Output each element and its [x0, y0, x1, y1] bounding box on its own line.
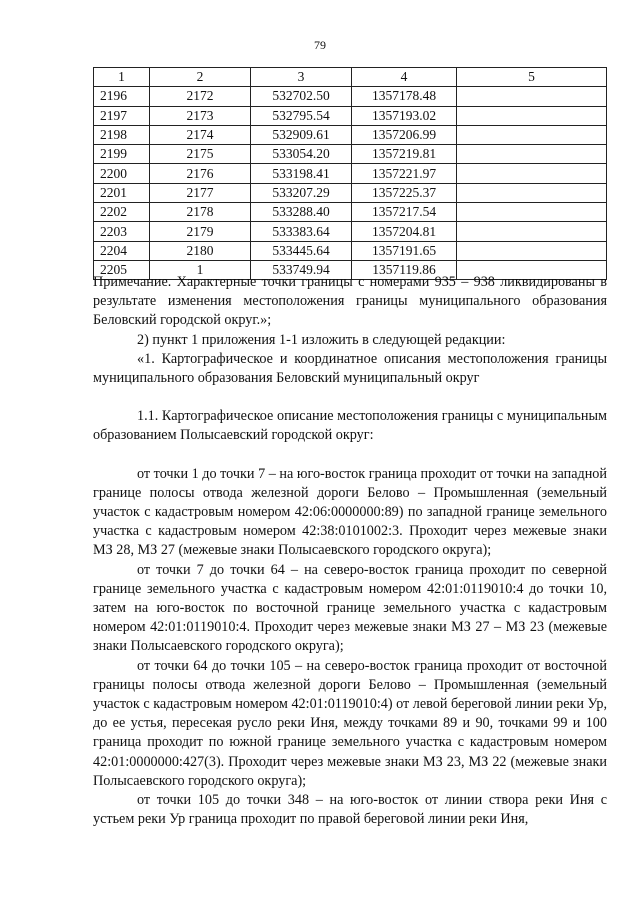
table-cell: 533207.29: [251, 183, 352, 202]
table-row: [94, 145, 607, 164]
table-cell: 533054.20: [251, 145, 352, 164]
column-header: 3: [251, 68, 352, 87]
table-cell: 1357191.65: [352, 241, 457, 260]
table-cell: 533288.40: [251, 203, 352, 222]
table-cell: 2198: [94, 125, 150, 144]
note-paragraph: Примечание. Характерные точки границы с номерами 935 – 938 ликвидированы в результате изменения местоположения границы муниципального образования Беловский городской округ.»;: [93, 274, 607, 329]
table-cell: [457, 164, 607, 183]
table-row: [94, 222, 607, 241]
table-cell: 1357204.81: [352, 222, 457, 241]
page-number: 79: [314, 38, 326, 52]
table-row: [94, 87, 607, 106]
amendment-item-2: 2) пункт 1 приложения 1-1 изложить в следующей редакции:: [137, 331, 506, 348]
table-cell: 532795.54: [251, 106, 352, 125]
section-heading: «1. Картографическое и координатное описания местоположения границы муниципального образования Беловский муниципальный округ: [93, 350, 607, 387]
table-cell: 2174: [150, 125, 251, 144]
table-cell: 2201: [94, 183, 150, 202]
table-cell: 2199: [94, 145, 150, 164]
table-cell: 2172: [150, 87, 251, 106]
column-header: 4: [352, 68, 457, 87]
boundary-segment-paragraph: от точки 105 до точки 348 – на юго-восток от линии створа реки Иня с устьем реки Ур граница проходит по правой береговой линии реки Иня,: [93, 792, 607, 828]
table-cell: 2204: [94, 241, 150, 260]
table-cell: 1357217.54: [352, 203, 457, 222]
table-cell: 1357119.86: [352, 260, 457, 279]
subsection-1-1: 1.1. Картографическое описание местоположения границы с муниципальным образованием Полысаевский городской округ:: [93, 408, 607, 444]
table-cell: 2173: [150, 106, 251, 125]
table-cell: 2176: [150, 164, 251, 183]
table-cell: 1357193.02: [352, 106, 457, 125]
boundary-segment-paragraph: от точки 1 до точки 7 – на юго-восток граница проходит от точки на западной границе полосы отвода железной дороги Белово – Промышленная (земельный участок с кадастровым номером 42:06:0000000:89) по западной границе земельного участка с кадастровым номером 42:38:0101002:3. Проходит через межевые знаки МЗ 28, МЗ 27 (межевые знаки Полысаевского городского округа);: [93, 465, 607, 559]
boundary-segment-paragraph: от точки 7 до точки 64 – на северо-восток граница проходит по северной границе земельного участка с кадастровым номером 42:01:0119010:4 до точки 10, затем на юго-восток по восточной границе земельного участка с кадастровым номером 42:01:0119010:4. Проходит через межевые знаки МЗ 27 – МЗ 23 (межевые знаки Полысаевского городского округа);: [93, 561, 607, 655]
table-cell: 532702.50: [251, 87, 352, 106]
coordinates-table: [93, 67, 607, 280]
table-body: [94, 87, 607, 280]
table-cell: [457, 106, 607, 125]
table-cell: 1357225.37: [352, 183, 457, 202]
table-cell: 532909.61: [251, 125, 352, 144]
table-cell: [457, 222, 607, 241]
column-header: 5: [457, 68, 607, 87]
table-cell: [457, 203, 607, 222]
table-cell: 2202: [94, 203, 150, 222]
table-row: [94, 203, 607, 222]
table-row: [94, 106, 607, 125]
table-cell: 1357221.97: [352, 164, 457, 183]
table-cell: 1357206.99: [352, 125, 457, 144]
table-cell: [457, 183, 607, 202]
table-cell: 2196: [94, 87, 150, 106]
table-cell: 2177: [150, 183, 251, 202]
table-cell: 2203: [94, 222, 150, 241]
table-cell: 2200: [94, 164, 150, 183]
table-cell: 1: [150, 260, 251, 279]
table-cell: [457, 145, 607, 164]
table-row: [94, 241, 607, 260]
table-cell: 533383.64: [251, 222, 352, 241]
table-cell: 533445.64: [251, 241, 352, 260]
table-row: [94, 183, 607, 202]
table-cell: 2175: [150, 145, 251, 164]
table-cell: 2178: [150, 203, 251, 222]
table-cell: 2180: [150, 241, 251, 260]
table-cell: [457, 241, 607, 260]
table-row: [94, 125, 607, 144]
table-row: [94, 164, 607, 183]
table-cell: 1357219.81: [352, 145, 457, 164]
table-cell: 533198.41: [251, 164, 352, 183]
table-cell: [457, 125, 607, 144]
body-text: [93, 273, 607, 829]
table-cell: 533749.94: [251, 260, 352, 279]
table-cell: 2205: [94, 260, 150, 279]
column-header: 2: [150, 68, 251, 87]
table-cell: 2179: [150, 222, 251, 241]
boundary-segment-paragraph: от точки 64 до точки 105 – на северо-восток граница проходит от восточной границы полосы отвода железной дороги Белово – Промышленная (земельный участок с кадастровым номером 42:01:0119010:4) от левой береговой линии реки Ур, до ее устья, пересекая русло реки Иня, между точками 89 и 90, точками 99 и 100 граница проходит по южной границе земельного участка с кадастровым номером 42:01:0000000:427(3). Проходит через межевые знаки МЗ 23, МЗ 22 (межевые знаки Полысаевского городского округа);: [93, 657, 607, 789]
table-cell: 1357178.48: [352, 87, 457, 106]
table-cell: 2197: [94, 106, 150, 125]
table-cell: [457, 87, 607, 106]
table-header-row: [94, 68, 607, 87]
column-header: 1: [94, 68, 150, 87]
